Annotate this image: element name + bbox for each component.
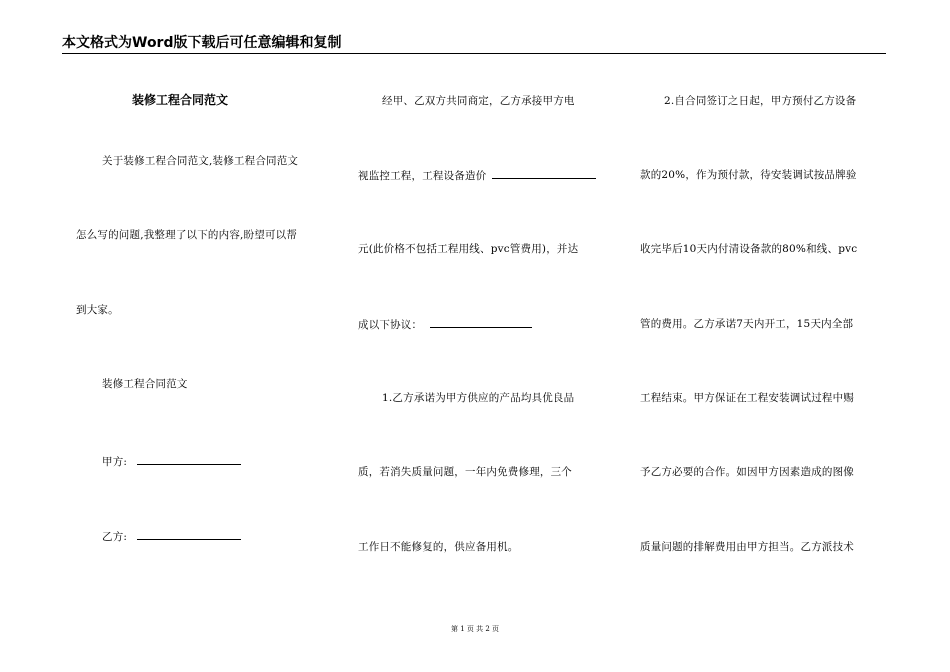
party-a-row — [102, 454, 241, 469]
left-column — [76, 0, 324, 610]
intro-line-2: 怎么写的问题,我整理了以下的内容,盼望可以帮 — [76, 229, 298, 241]
party-b-label: 乙方: — [102, 531, 128, 543]
agreement-blank — [430, 317, 532, 328]
middle-line-2-row — [358, 168, 596, 183]
party-a-blank — [137, 454, 241, 465]
middle-column — [358, 0, 606, 610]
right-line-7: 质量问题的排解费用由甲方担当。乙方派技术 — [640, 541, 854, 553]
right-line-1: 2.自合同签订之日起，甲方预付乙方设备 — [664, 95, 857, 107]
contract-subtitle: 装修工程合同范文 — [102, 378, 188, 390]
intro-line-3: 到大家。 — [76, 304, 119, 316]
middle-line-2: 视监控工程，工程设备造价 — [358, 170, 487, 182]
middle-line-7: 工作日不能修复的，供应备用机。 — [358, 541, 519, 553]
right-column — [640, 0, 888, 610]
middle-line-4: 成以下协议： — [358, 319, 423, 331]
party-b-blank — [137, 529, 241, 540]
party-a-label: 甲方: — [102, 456, 128, 468]
middle-line-5: 1.乙方承诺为甲方供应的产品均具优良品 — [382, 392, 575, 404]
middle-line-4-row — [358, 317, 532, 332]
intro-line-1: 关于装修工程合同范文,装修工程合同范文 — [102, 155, 299, 167]
right-line-6: 予乙方必要的合作。如因甲方因素造成的图像 — [640, 466, 854, 478]
right-line-5: 工程结束。甲方保证在工程安装调试过程中赐 — [640, 392, 854, 404]
right-line-4: 管的费用。乙方承诺7天内开工，15天内全部 — [640, 318, 854, 330]
middle-line-1: 经甲、乙双方共同商定，乙方承接甲方电 — [382, 95, 575, 107]
party-b-row — [102, 529, 241, 544]
document-header: 本文格式为Word版下载后可任意编辑和复制 — [62, 35, 342, 51]
right-line-3: 收完毕后10天内付清设备款的80%和线、pvc — [640, 243, 858, 255]
page-number: 第 1 页 共 2 页 — [450, 625, 500, 633]
cost-blank — [492, 168, 596, 179]
right-line-2: 款的20%，作为预付款，待安装调试按品牌验 — [640, 169, 857, 181]
middle-line-3: 元(此价格不包括工程用线、pvc管费用)，并达 — [358, 243, 579, 255]
middle-line-6: 质，若消失质量问题，一年内免费修理，三个 — [358, 466, 572, 478]
page-title: 装修工程合同范文 — [132, 93, 229, 107]
